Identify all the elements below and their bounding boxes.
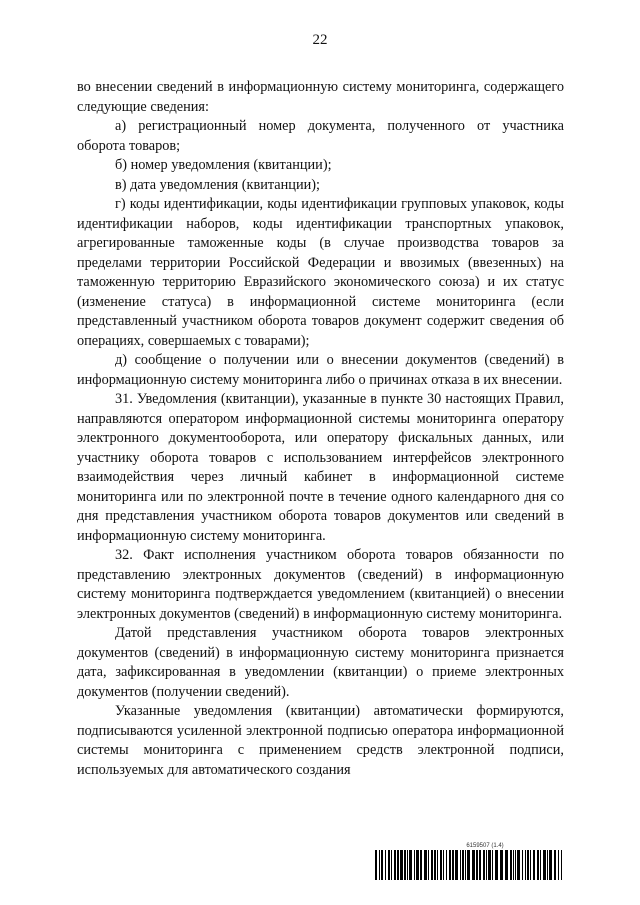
barcode-bar — [543, 850, 546, 880]
barcode-bar — [525, 850, 526, 880]
barcode-bar — [533, 850, 535, 880]
barcode-bar — [416, 850, 419, 880]
barcode-bar — [424, 850, 427, 880]
barcode-bar — [404, 850, 406, 880]
list-item-g: г) коды идентификации, коды идентификации групповых упаковок, коды идентификации наборов, коды идентификации транспортных упаковок, агрегированные таможенные коды (в случае производства товаров за пределами территории Российской Федерации и ввозимых (ввезенных) на таможенную территорию Евразийского экономического союза) и их статус (изменение статуса) в информационной системе мониторинга (если представленный участником оборота товаров документ содержит сведения об операциях, совершаемых с товарами); — [77, 196, 564, 349]
barcode-bar — [381, 850, 383, 880]
barcode-bar — [465, 850, 466, 880]
document-code: 6159507 (1.4) — [466, 843, 504, 849]
barcode-bar — [414, 850, 415, 880]
barcode-bar — [420, 850, 422, 880]
barcode-bar — [530, 850, 531, 880]
barcode-bar — [462, 850, 464, 880]
barcode-bar — [428, 850, 429, 880]
barcode-bar — [537, 850, 539, 880]
barcode-bar — [455, 850, 458, 880]
list-item-a: а) регистрационный номер документа, полученного от участника оборота товаров; — [77, 118, 564, 154]
list-item-b: б) номер уведомления (квитанции); — [115, 157, 332, 173]
barcode-bar — [443, 850, 444, 880]
barcode-bar — [472, 850, 475, 880]
barcode-bar — [446, 850, 447, 880]
barcode-bar — [517, 850, 520, 880]
barcode-bar — [492, 850, 493, 880]
barcode-bar — [549, 850, 552, 880]
barcode-bar — [483, 850, 485, 880]
barcode-bar — [409, 850, 412, 880]
barcode-bar — [561, 850, 562, 880]
barcode-bar — [394, 850, 396, 880]
barcode-bar — [495, 850, 498, 880]
barcode-bar — [479, 850, 481, 880]
barcode-bar — [434, 850, 436, 880]
barcode-bar — [500, 850, 503, 880]
barcode-bar — [515, 850, 516, 880]
barcode-bar — [476, 850, 478, 880]
barcode-bar — [527, 850, 529, 880]
barcode-bar — [488, 850, 491, 880]
barcode-bar — [510, 850, 512, 880]
barcode-bar — [440, 850, 442, 880]
barcode-bar — [467, 850, 470, 880]
barcode-bar — [460, 850, 461, 880]
barcode-bar — [522, 850, 523, 880]
barcode-bar — [391, 850, 392, 880]
barcode-bar — [385, 850, 386, 880]
paragraph-submission-date: Датой представления участником оборота товаров электронных документов (сведений) в информационную систему мониторинга признается дата, зафиксированная в уведомлении (квитанции) о приеме электронных документов (получении сведений). — [77, 625, 564, 700]
barcode-bar — [400, 850, 403, 880]
barcode-bar — [554, 850, 556, 880]
page-number: 22 — [312, 32, 328, 48]
barcode-bar — [505, 850, 508, 880]
paragraph-notifications: Указанные уведомления (квитанции) автоматически формируются, подписываются усиленной электронной подписью оператора информационной системы мониторинга с применением средств электронной подписи, используемых для автоматического создания — [77, 703, 564, 778]
barcode-bar — [449, 850, 451, 880]
barcode-bar — [379, 850, 380, 880]
list-item-v: в) дата уведомления (квитанции); — [115, 176, 320, 193]
barcode-bar — [407, 850, 408, 880]
document-footer — [375, 842, 565, 880]
clause-32: 32. Факт исполнения участником оборота товаров обязанности по представлению электронных документов (сведений) в информационную систему мониторинга подтверждается уведомлением (квитанцией) о внесении электронных документов (сведений) в информационную систему мониторинга. — [77, 547, 564, 622]
list-item-d: д) сообщение о получении или о внесении документов (сведений) в информационную систему мониторинга либо о причинах отказа в их внесении. — [77, 352, 564, 388]
clause-31: 31. Уведомления (квитанции), указанные в пункте 30 настоящих Правил, направляются оператором информационной системы мониторинга оператору электронного документооборота, или оператору фискальных данных, или участнику оборота товаров с использованием интерфейсов электронного взаимодействия через личный кабинет в информационной системе мониторинга или по электронной почте в течение одного календарного дня со дня представления участником оборота товаров документов или сведений в информационную систему мониторинга. — [77, 391, 564, 544]
barcode-bar — [388, 850, 390, 880]
barcode-bar — [558, 850, 559, 880]
barcode-bar — [540, 850, 541, 880]
barcode-icon — [375, 850, 565, 880]
barcode-bar — [486, 850, 487, 880]
barcode-bar — [397, 850, 399, 880]
barcode-bar — [547, 850, 548, 880]
barcode-bar — [513, 850, 514, 880]
barcode-bar — [452, 850, 454, 880]
barcode-bar — [437, 850, 438, 880]
barcode-bar — [375, 850, 377, 880]
paragraph-continuation: во внесении сведений в информационную систему мониторинга, содержащего следующие сведения: — [77, 79, 564, 115]
document-body — [77, 78, 564, 780]
barcode-bar — [431, 850, 433, 880]
